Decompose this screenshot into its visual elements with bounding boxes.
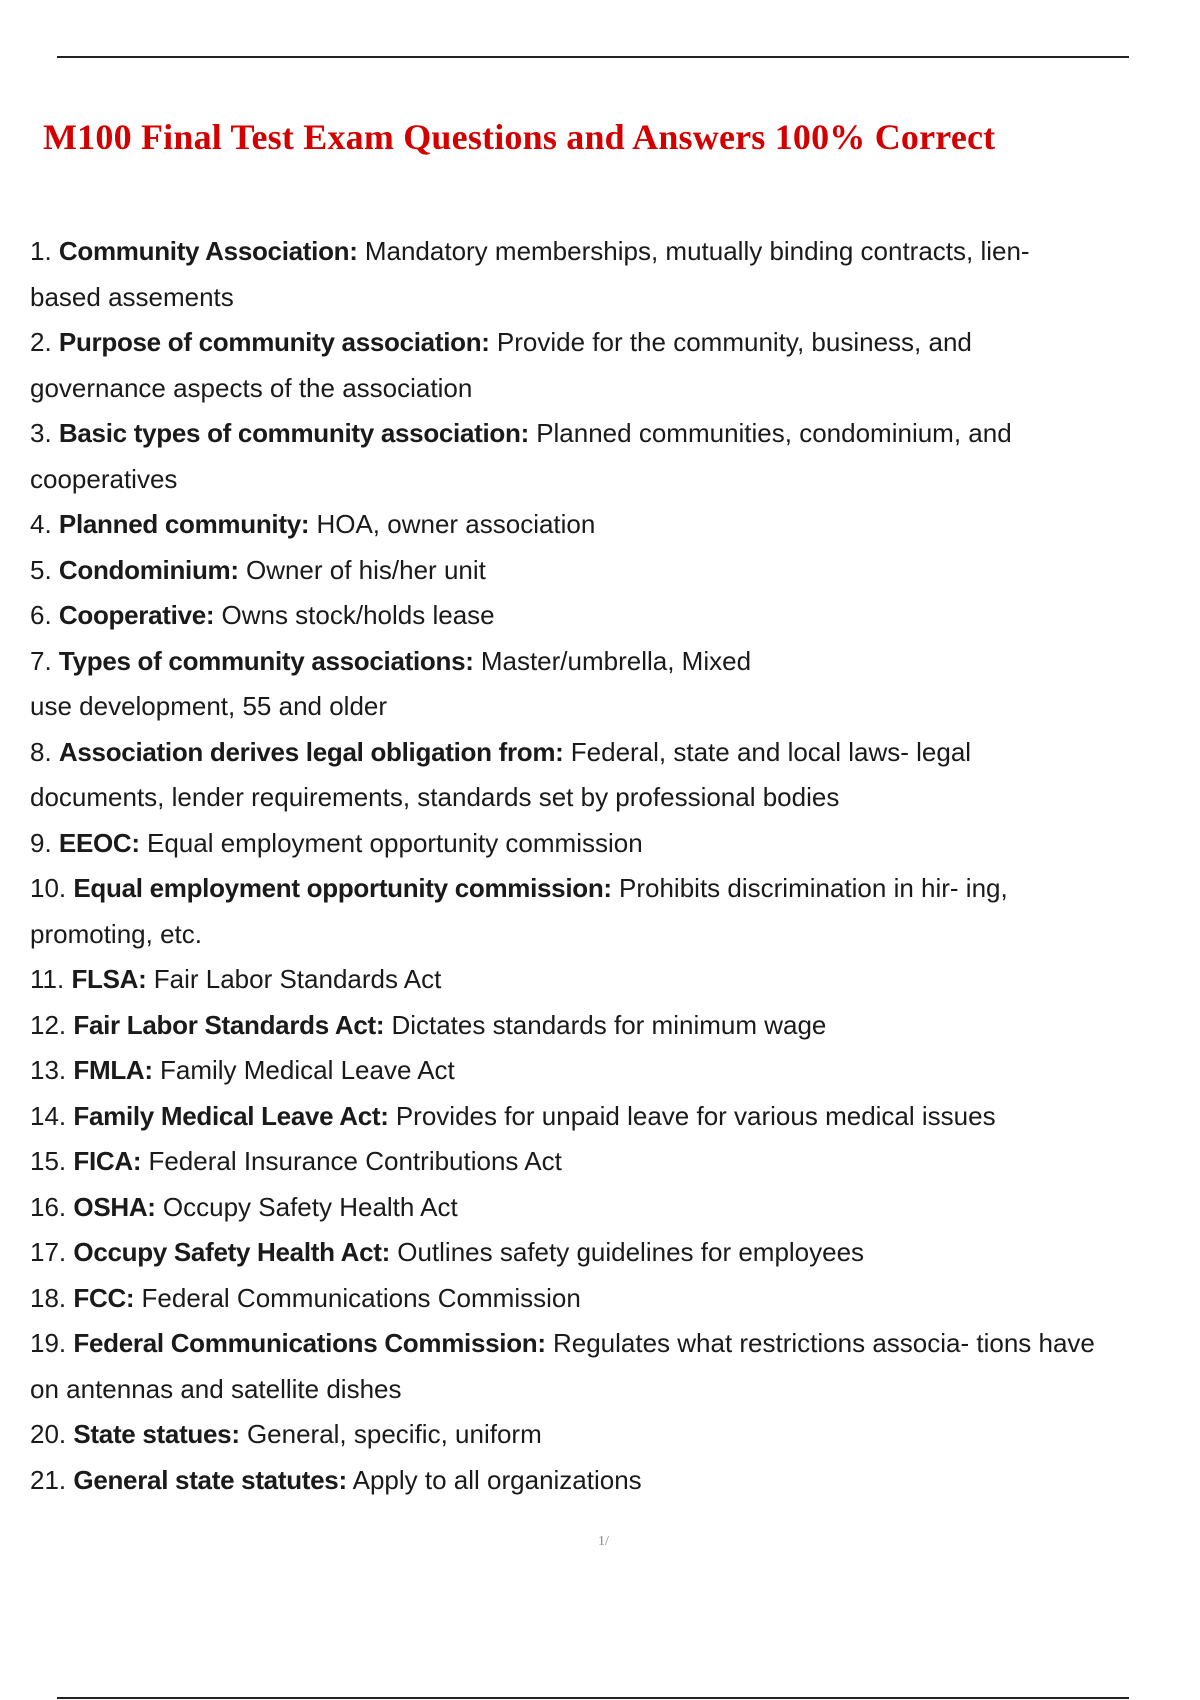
item-definition: Regulates what restrictions associa- tions have	[552, 1328, 1095, 1358]
item-number: 18.	[30, 1282, 67, 1313]
item-definition: Owns stock/holds lease	[221, 600, 495, 630]
list-item	[30, 1276, 1190, 1322]
item-definition-continued: governance aspects of the association	[30, 372, 473, 403]
item-definition: Master/umbrella, Mixed	[480, 645, 752, 676]
item-definition-continued: based assements	[30, 281, 234, 312]
item-term: Equal employment opportunity commission:	[73, 873, 612, 903]
list-item	[30, 548, 1190, 594]
footer-rule	[57, 1697, 1129, 1699]
item-term: Federal Communications Commission:	[73, 1328, 546, 1358]
item-number: 16.	[30, 1191, 67, 1222]
item-term: FMLA:	[73, 1055, 153, 1085]
item-number: 7.	[30, 645, 52, 676]
list-item	[30, 639, 1190, 730]
item-number: 3.	[30, 418, 52, 448]
item-definition: Federal Insurance Contributions Act	[148, 1146, 562, 1176]
list-item	[30, 821, 1190, 867]
item-definition: Planned communities, condominium, and	[536, 418, 1012, 448]
list-item	[30, 320, 1190, 411]
document-title: M100 Final Test Exam Questions and Answers 100% Correct	[43, 117, 996, 157]
item-number: 11.	[30, 964, 65, 994]
list-item	[30, 1321, 1190, 1412]
item-term: Community Association:	[58, 236, 358, 266]
item-term: Occupy Safety Health Act:	[73, 1237, 391, 1267]
list-item	[30, 593, 1190, 639]
item-definition: Owner of his/her unit	[245, 554, 486, 585]
item-term: FCC:	[73, 1282, 135, 1313]
list-item	[30, 1412, 1190, 1458]
item-number: 5.	[30, 554, 52, 585]
item-definition: Occupy Safety Health Act	[162, 1191, 458, 1222]
item-number: 20.	[30, 1419, 67, 1449]
item-term: Fair Labor Standards Act:	[73, 1009, 385, 1040]
item-definition: Fair Labor Standards Act	[153, 964, 442, 994]
list-item	[30, 1185, 1190, 1231]
qa-list	[30, 229, 1190, 1503]
item-number: 1.	[30, 236, 52, 266]
item-definition: Provides for unpaid leave for various medical issues	[395, 1100, 996, 1131]
item-term: FLSA:	[71, 964, 147, 994]
list-item	[30, 1094, 1190, 1140]
item-number: 13.	[30, 1055, 67, 1085]
item-definition: Apply to all organizations	[352, 1464, 642, 1495]
item-definition: Federal, state and local laws- legal	[570, 736, 972, 767]
item-definition-continued: promoting, etc.	[30, 918, 202, 949]
item-number: 2.	[30, 327, 52, 357]
item-definition: HOA, owner association	[316, 509, 596, 539]
item-term: Types of community associations:	[58, 645, 474, 676]
list-item	[30, 1139, 1190, 1185]
item-number: 15.	[30, 1146, 67, 1176]
item-definition-continued: documents, lender requirements, standards set by professional bodies	[30, 782, 840, 812]
item-term: Planned community:	[58, 509, 310, 539]
item-definition: Mandatory memberships, mutually binding contracts, lien-	[364, 236, 1030, 266]
item-term: Association derives legal obligation from:	[58, 736, 564, 767]
item-term: State statues:	[73, 1419, 240, 1449]
item-number: 12.	[30, 1009, 67, 1040]
page-number: 1/	[598, 1534, 609, 1549]
item-term: FICA:	[73, 1146, 142, 1176]
list-item	[30, 957, 1190, 1003]
item-term: Cooperative:	[58, 600, 215, 630]
list-item	[30, 1230, 1190, 1276]
item-definition-continued: on antennas and satellite dishes	[30, 1373, 402, 1404]
item-definition: Federal Communications Commission	[141, 1282, 581, 1313]
item-term: Basic types of community association:	[58, 418, 529, 448]
item-term: OSHA:	[73, 1191, 156, 1222]
item-number: 21.	[30, 1464, 67, 1495]
list-item	[30, 1003, 1190, 1049]
item-number: 10.	[30, 873, 67, 903]
item-definition-continued: use development, 55 and older	[30, 691, 388, 721]
item-term: Condominium:	[58, 554, 239, 585]
item-definition: General, specific, uniform	[246, 1419, 542, 1449]
list-item	[30, 730, 1190, 821]
item-definition: Prohibits discrimination in hir- ing,	[619, 873, 1008, 903]
list-item	[30, 502, 1190, 548]
list-item	[30, 1458, 1190, 1504]
item-number: 14.	[30, 1100, 67, 1131]
item-definition: Outlines safety guidelines for employees	[397, 1237, 865, 1267]
list-item	[30, 866, 1190, 957]
item-number: 8.	[30, 736, 52, 767]
item-definition: Provide for the community, business, and	[496, 327, 972, 357]
list-item	[30, 411, 1190, 502]
header-rule	[57, 56, 1129, 58]
item-number: 9.	[30, 827, 52, 858]
list-item	[30, 1048, 1190, 1094]
item-definition: Dictates standards for minimum wage	[391, 1009, 827, 1040]
item-definition: Equal employment opportunity commission	[147, 827, 643, 858]
item-number: 4.	[30, 509, 52, 539]
item-term: EEOC:	[58, 827, 140, 858]
item-term: Purpose of community association:	[58, 327, 490, 357]
item-definition-continued: cooperatives	[30, 463, 178, 494]
list-item	[30, 229, 1190, 320]
item-definition: Family Medical Leave Act	[159, 1055, 455, 1085]
item-number: 6.	[30, 600, 52, 630]
item-term: General state statutes:	[73, 1464, 347, 1495]
item-number: 19.	[30, 1328, 67, 1358]
item-term: Family Medical Leave Act:	[73, 1100, 389, 1131]
item-number: 17.	[30, 1237, 67, 1267]
